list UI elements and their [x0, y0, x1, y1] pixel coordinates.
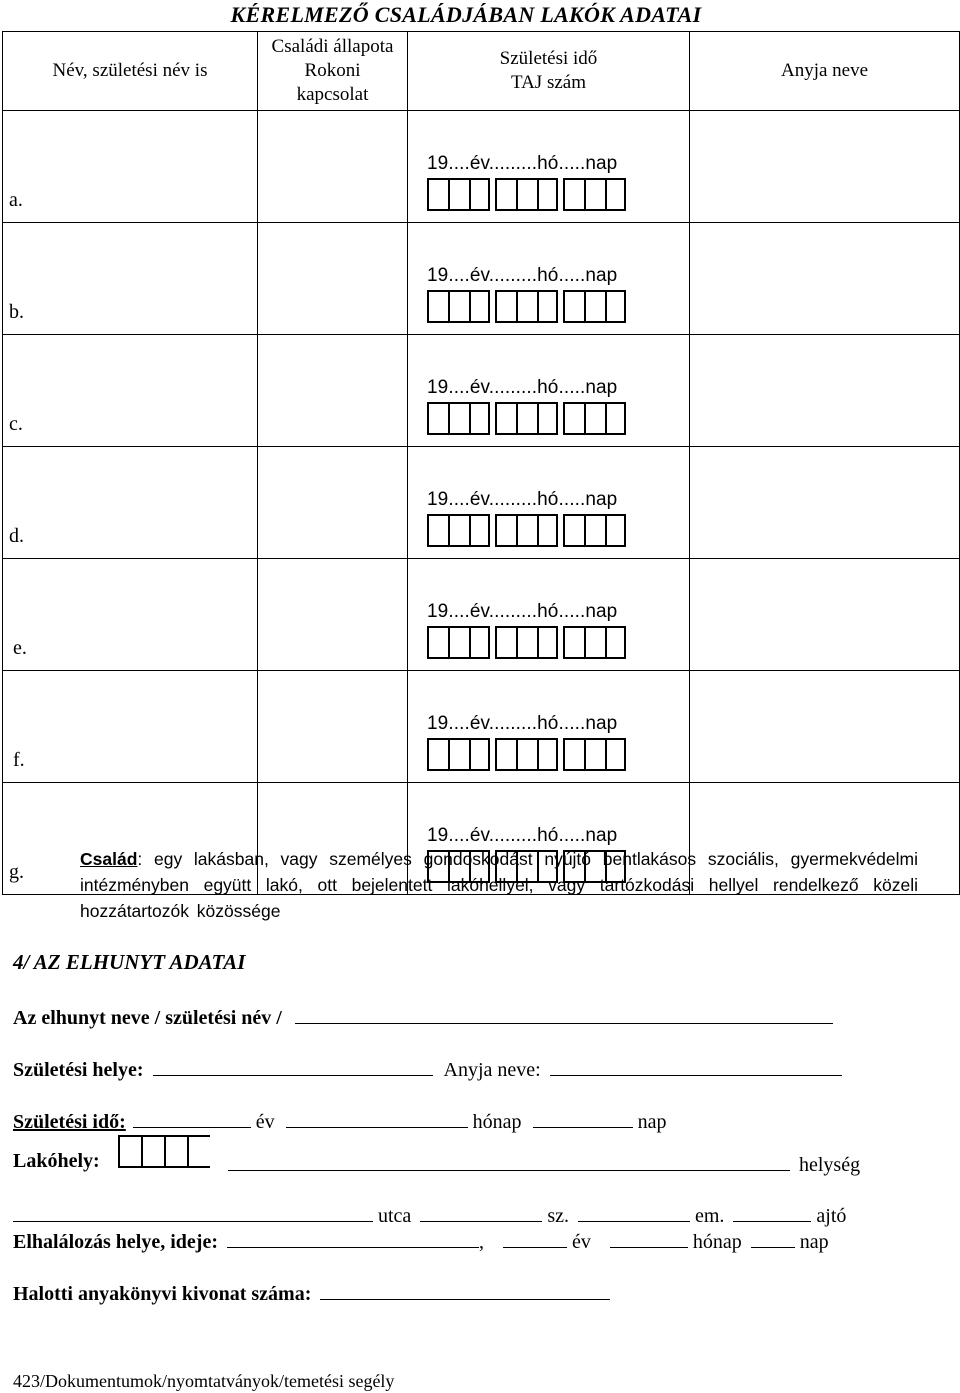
birth-day-field[interactable] [533, 1107, 633, 1128]
table-row [3, 559, 960, 671]
taj-box-group [563, 178, 626, 211]
certificate-label: Halotti anyakönyvi kivonat száma: [13, 1283, 312, 1305]
taj-box-group [563, 290, 626, 323]
death-day-field[interactable] [751, 1227, 795, 1248]
row-label: b. [3, 223, 258, 335]
deceased-name-line [13, 1003, 833, 1030]
certificate-line [13, 1279, 610, 1306]
taj-box[interactable] [427, 290, 448, 323]
form-title: KÉRELMEZŐ CSALÁDJÁBAN LAKÓK ADATAI [230, 2, 702, 27]
definition-text: : egy lakásban, vagy személyes gondoskodást nyújtó bentlakásos szociális, gyermekvédelmi intézményben együtt lakó, ott bejelentett lakóhellyel, vagy tartózkodási hellyel rendelkező közeli hozzátartozók közössége [80, 849, 918, 921]
birth-date-template: 19....év.........hó.....nap [427, 601, 618, 622]
mother-name-field[interactable] [550, 1055, 842, 1076]
city-field[interactable] [228, 1150, 790, 1171]
taj-box[interactable] [537, 290, 558, 323]
death-line [13, 1227, 829, 1254]
taj-box-group [563, 626, 626, 659]
birth-date-template: 19....év.........hó.....nap [427, 825, 618, 846]
street-label: utca [378, 1205, 412, 1227]
birth-cell [408, 335, 690, 447]
taj-box[interactable] [584, 290, 605, 323]
table-row [3, 335, 960, 447]
comma: , [478, 1231, 484, 1253]
birth-cell [408, 447, 690, 559]
door-field[interactable] [733, 1201, 811, 1222]
taj-box[interactable] [448, 514, 469, 547]
death-month-label: hónap [692, 1231, 742, 1253]
table-row [3, 223, 960, 335]
taj-box[interactable] [495, 402, 516, 435]
taj-box[interactable] [584, 514, 605, 547]
table-header-row [3, 32, 960, 111]
taj-box[interactable] [605, 738, 626, 771]
taj-box-group [495, 402, 558, 435]
header-name: Név, születési név is [3, 32, 258, 111]
taj-box[interactable] [584, 402, 605, 435]
definition-term: Család [80, 849, 138, 869]
taj-boxes[interactable] [427, 738, 689, 771]
taj-box-group [563, 402, 626, 435]
taj-box[interactable] [448, 738, 469, 771]
taj-box[interactable] [516, 738, 537, 771]
birthdate-label: Születési idő: [13, 1111, 126, 1133]
birth-date-template: 19....év.........hó.....nap [427, 265, 618, 286]
birth-cell [408, 111, 690, 223]
table-row [3, 111, 960, 223]
postal-box[interactable] [187, 1135, 210, 1168]
mother-cell[interactable] [690, 671, 960, 783]
birthplace-label: Születési helye: [13, 1059, 144, 1081]
taj-box[interactable] [469, 290, 490, 323]
taj-box-group [495, 514, 558, 547]
section-4-heading: 4/ AZ ELHUNYT ADATAI [13, 950, 246, 974]
taj-box[interactable] [516, 290, 537, 323]
postal-code-boxes[interactable] [118, 1135, 210, 1168]
day-label: nap [637, 1111, 667, 1133]
taj-box[interactable] [563, 626, 584, 659]
taj-box[interactable] [563, 402, 584, 435]
taj-box-group [563, 738, 626, 771]
taj-box-group [495, 178, 558, 211]
taj-box[interactable] [516, 178, 537, 211]
table-row [3, 447, 960, 559]
taj-box[interactable] [537, 514, 558, 547]
taj-boxes[interactable] [427, 402, 689, 435]
footer-path: 423/Dokumentumok/nyomtatványok/temetési segély [13, 1371, 395, 1391]
death-month-field[interactable] [610, 1227, 688, 1248]
header-mother: Anyja neve [690, 32, 960, 111]
taj-box-group [427, 402, 490, 435]
taj-boxes[interactable] [427, 178, 689, 211]
mother-cell[interactable] [690, 559, 960, 671]
row-label: c. [3, 335, 258, 447]
taj-box[interactable] [584, 626, 605, 659]
taj-box[interactable] [427, 178, 448, 211]
month-label: hónap [472, 1111, 522, 1133]
birthplace-line [13, 1055, 842, 1082]
mother-name-label: Anyja neve: [443, 1059, 541, 1081]
mother-cell[interactable] [690, 447, 960, 559]
status-cell[interactable] [258, 335, 408, 447]
taj-box-group [495, 290, 558, 323]
taj-box[interactable] [427, 738, 448, 771]
taj-box[interactable] [427, 626, 448, 659]
taj-box[interactable] [469, 402, 490, 435]
row-label: d. [3, 447, 258, 559]
taj-box[interactable] [495, 514, 516, 547]
taj-box[interactable] [448, 626, 469, 659]
taj-box[interactable] [605, 402, 626, 435]
postal-box[interactable] [164, 1135, 187, 1168]
birth-date-template: 19....év.........hó.....nap [427, 489, 618, 510]
taj-box-group [427, 178, 490, 211]
taj-box[interactable] [584, 738, 605, 771]
birthplace-field[interactable] [153, 1055, 433, 1076]
house-number-field[interactable] [420, 1201, 542, 1222]
residence-label: Lakóhely: [13, 1150, 100, 1172]
birth-month-field[interactable] [286, 1107, 468, 1128]
floor-label: em. [694, 1205, 725, 1227]
birth-cell [408, 223, 690, 335]
taj-box[interactable] [495, 626, 516, 659]
postal-box[interactable] [118, 1135, 141, 1168]
status-cell[interactable] [258, 671, 408, 783]
taj-box[interactable] [605, 626, 626, 659]
taj-box-group [427, 290, 490, 323]
taj-box-group [427, 514, 490, 547]
mother-cell[interactable] [690, 335, 960, 447]
death-day-label: nap [799, 1231, 829, 1253]
taj-box[interactable] [537, 402, 558, 435]
birth-date-template: 19....év.........hó.....nap [427, 713, 618, 734]
taj-box-group [427, 738, 490, 771]
taj-box[interactable] [495, 178, 516, 211]
taj-box[interactable] [448, 290, 469, 323]
taj-box[interactable] [537, 738, 558, 771]
city-label: helység [799, 1154, 861, 1176]
taj-box[interactable] [537, 178, 558, 211]
residence-line [13, 1150, 100, 1173]
header-status: Családi állapota Rokoni kapcsolat [258, 32, 408, 111]
status-cell[interactable] [258, 111, 408, 223]
city-line [228, 1150, 860, 1177]
taj-box[interactable] [448, 178, 469, 211]
taj-box[interactable] [427, 402, 448, 435]
mother-cell[interactable] [690, 111, 960, 223]
birth-cell [408, 559, 690, 671]
taj-box[interactable] [448, 402, 469, 435]
death-year-label: év [571, 1231, 591, 1253]
house-number-label: sz. [547, 1205, 569, 1227]
deceased-name-label: Az elhunyt neve / születési név / [13, 1007, 282, 1029]
status-cell[interactable] [258, 223, 408, 335]
row-label: g. [3, 783, 258, 895]
birth-date-template: 19....év.........hó.....nap [427, 377, 618, 398]
taj-box[interactable] [469, 178, 490, 211]
taj-box[interactable] [605, 178, 626, 211]
taj-box[interactable] [605, 514, 626, 547]
door-label: ajtó [816, 1205, 847, 1227]
birth-year-field[interactable] [133, 1107, 251, 1128]
taj-box[interactable] [563, 178, 584, 211]
deceased-name-field[interactable] [295, 1003, 833, 1024]
taj-box[interactable] [584, 178, 605, 211]
taj-box[interactable] [537, 626, 558, 659]
taj-box[interactable] [427, 514, 448, 547]
table-row [3, 671, 960, 783]
taj-box[interactable] [516, 402, 537, 435]
taj-box-group [495, 738, 558, 771]
death-label: Elhalálozás helye, ideje: [13, 1231, 218, 1253]
taj-box[interactable] [516, 626, 537, 659]
taj-box[interactable] [563, 514, 584, 547]
row-label: e. [3, 559, 258, 671]
year-label: év [255, 1111, 275, 1133]
row-label: f. [3, 671, 258, 783]
death-year-field[interactable] [503, 1227, 567, 1248]
taj-box[interactable] [469, 626, 490, 659]
taj-box[interactable] [469, 738, 490, 771]
taj-box[interactable] [563, 290, 584, 323]
taj-box-group [495, 626, 558, 659]
taj-box-group [427, 626, 490, 659]
taj-box[interactable] [495, 738, 516, 771]
birthdate-line [13, 1107, 666, 1134]
mother-cell[interactable] [690, 223, 960, 335]
status-cell[interactable] [258, 559, 408, 671]
address-line [13, 1201, 846, 1228]
taj-boxes[interactable] [427, 290, 689, 323]
taj-box[interactable] [516, 514, 537, 547]
certificate-field[interactable] [320, 1279, 610, 1300]
taj-box[interactable] [563, 738, 584, 771]
family-definition [80, 846, 918, 924]
taj-box-group [563, 514, 626, 547]
postal-box[interactable] [141, 1135, 164, 1168]
birth-cell [408, 671, 690, 783]
birth-date-template: 19....év.........hó.....nap [427, 153, 618, 174]
floor-field[interactable] [578, 1201, 690, 1222]
row-label: a. [3, 111, 258, 223]
taj-boxes[interactable] [427, 514, 689, 547]
death-place-field[interactable] [227, 1227, 479, 1248]
header-birth: Születési idő TAJ szám [408, 32, 690, 111]
taj-box[interactable] [495, 290, 516, 323]
taj-boxes[interactable] [427, 626, 689, 659]
taj-box[interactable] [469, 514, 490, 547]
street-field[interactable] [13, 1201, 373, 1222]
taj-box[interactable] [605, 290, 626, 323]
family-members-table [2, 31, 960, 895]
status-cell[interactable] [258, 447, 408, 559]
